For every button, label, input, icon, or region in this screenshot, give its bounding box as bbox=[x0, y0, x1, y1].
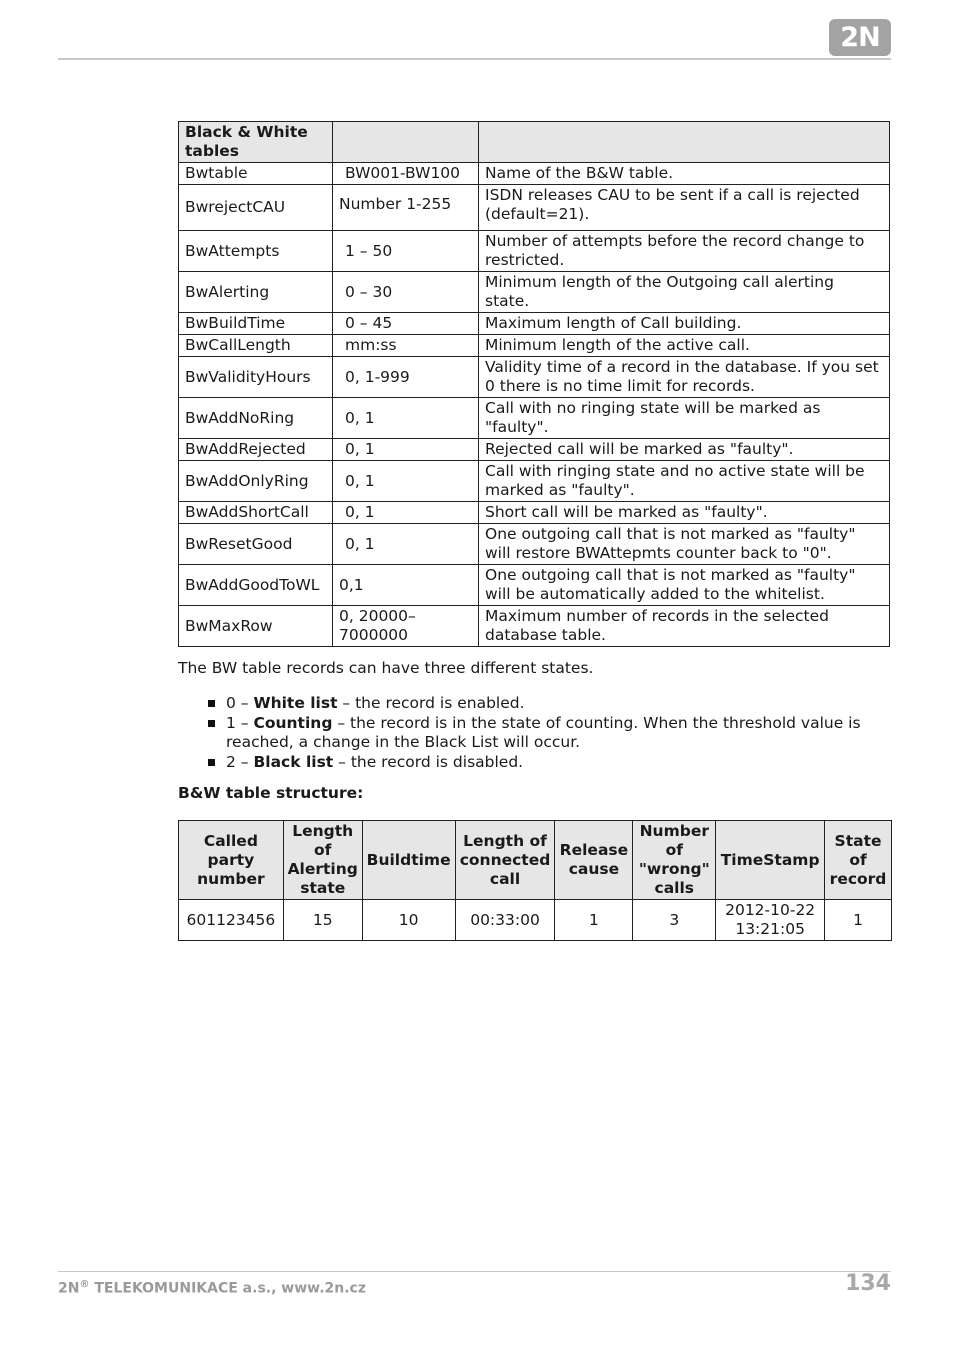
param-value: 0, 1 bbox=[333, 398, 479, 439]
states-intro: The BW table records can have three different states. bbox=[178, 659, 594, 677]
param-name: BwResetGood bbox=[179, 524, 333, 565]
table-header-cell bbox=[479, 122, 890, 163]
footer-company bbox=[58, 1279, 366, 1297]
table-row bbox=[179, 357, 890, 398]
param-value: BW001-BW100 bbox=[333, 163, 479, 185]
footer-company-prefix: 2N bbox=[58, 1280, 80, 1297]
table-header-cell: Length of connected call bbox=[455, 821, 555, 900]
param-value: 0 – 30 bbox=[333, 272, 479, 313]
list-item bbox=[208, 714, 890, 753]
page-number: 134 bbox=[845, 1271, 891, 1296]
param-name: BwAddRejected bbox=[179, 439, 333, 461]
table-header-cell: Black & White tables bbox=[179, 122, 333, 163]
footer-divider bbox=[58, 1271, 891, 1272]
table-row bbox=[179, 502, 890, 524]
table-cell: 1 bbox=[555, 900, 633, 941]
param-value: 0, 20000–7000000 bbox=[333, 606, 479, 647]
param-description: ISDN releases CAU to be sent if a call is rejected (default=21). bbox=[479, 185, 890, 231]
param-description: Call with no ringing state will be marked as "faulty". bbox=[479, 398, 890, 439]
table-cell: 15 bbox=[283, 900, 362, 941]
param-value: 0 – 45 bbox=[333, 313, 479, 335]
table-header-cell: Release cause bbox=[555, 821, 633, 900]
table-row bbox=[179, 272, 890, 313]
table-row bbox=[179, 524, 890, 565]
table-cell: 2012-10-22 13:21:05 bbox=[716, 900, 825, 941]
list-item bbox=[208, 694, 890, 714]
table-row bbox=[179, 398, 890, 439]
param-name: BwAddOnlyRing bbox=[179, 461, 333, 502]
table-cell: 601123456 bbox=[179, 900, 284, 941]
param-description: One outgoing call that is not marked as "faulty" will be automatically added to the whitelist. bbox=[479, 565, 890, 606]
param-value: 0, 1 bbox=[333, 439, 479, 461]
table-header-cell: Number of "wrong" calls bbox=[633, 821, 716, 900]
table-cell: 00:33:00 bbox=[455, 900, 555, 941]
table-row bbox=[179, 606, 890, 647]
state-text: – the record is enabled. bbox=[337, 694, 525, 712]
state-prefix: 1 – bbox=[226, 713, 254, 732]
param-value: 0,1 bbox=[333, 565, 479, 606]
param-description: Call with ringing state and no active state will be marked as "faulty". bbox=[479, 461, 890, 502]
structure-title: B&W table structure: bbox=[178, 784, 364, 802]
param-value: 0, 1 bbox=[333, 502, 479, 524]
bullet-icon bbox=[208, 759, 215, 766]
param-name: BwValidityHours bbox=[179, 357, 333, 398]
registered-mark: ® bbox=[79, 1279, 90, 1290]
param-name: BwAddNoRing bbox=[179, 398, 333, 439]
bullet-icon bbox=[208, 720, 215, 727]
state-term: Black list bbox=[253, 752, 334, 771]
table-header-row bbox=[179, 122, 890, 163]
table-row bbox=[179, 231, 890, 272]
param-value: 0, 1-999 bbox=[333, 357, 479, 398]
bullet-icon bbox=[208, 700, 215, 707]
list-item bbox=[208, 753, 890, 773]
state-text: – the record is in the state of counting. When the threshold value is reached, a change in the Black List will occur. bbox=[226, 713, 861, 751]
table-row bbox=[179, 900, 892, 941]
table-header-cell: State of record bbox=[825, 821, 892, 900]
param-name: BwrejectCAU bbox=[179, 185, 333, 231]
param-name: BwCallLength bbox=[179, 335, 333, 357]
state-term: Counting bbox=[253, 713, 333, 732]
param-name: BwAddGoodToWL bbox=[179, 565, 333, 606]
table-header-cell: Buildtime bbox=[362, 821, 455, 900]
bw-parameters-table bbox=[178, 121, 890, 647]
param-value: 0, 1 bbox=[333, 461, 479, 502]
param-description: Minimum length of the Outgoing call alerting state. bbox=[479, 272, 890, 313]
param-name: BwAttempts bbox=[179, 231, 333, 272]
param-description: Rejected call will be marked as "faulty". bbox=[479, 439, 890, 461]
state-text: – the record is disabled. bbox=[333, 752, 524, 771]
param-description: Validity time of a record in the database. If you set 0 there is no time limit for records. bbox=[479, 357, 890, 398]
param-value: mm:ss bbox=[333, 335, 479, 357]
table-cell: 3 bbox=[633, 900, 716, 941]
param-description: One outgoing call that is not marked as "faulty" will restore BWAttepmts counter back to "0". bbox=[479, 524, 890, 565]
param-description: Minimum length of the active call. bbox=[479, 335, 890, 357]
state-term: White list bbox=[253, 694, 338, 712]
states-list bbox=[178, 694, 890, 772]
param-description: Name of the B&W table. bbox=[479, 163, 890, 185]
param-description: Maximum number of records in the selected database table. bbox=[479, 606, 890, 647]
table-row bbox=[179, 461, 890, 502]
table-header-cell: Called party number bbox=[179, 821, 284, 900]
table-cell: 10 bbox=[362, 900, 455, 941]
bw-structure-table bbox=[178, 820, 892, 941]
state-prefix: 2 – bbox=[226, 752, 254, 771]
param-value: 1 – 50 bbox=[333, 231, 479, 272]
table-row bbox=[179, 185, 890, 231]
table-header-cell: Length of Alerting state bbox=[283, 821, 362, 900]
table-cell: 1 bbox=[825, 900, 892, 941]
param-description: Maximum length of Call building. bbox=[479, 313, 890, 335]
param-name: BwBuildTime bbox=[179, 313, 333, 335]
param-value: 0, 1 bbox=[333, 524, 479, 565]
table-header-row bbox=[179, 821, 892, 900]
table-row bbox=[179, 439, 890, 461]
page-content bbox=[178, 121, 890, 941]
param-name: BwAlerting bbox=[179, 272, 333, 313]
param-name: BwMaxRow bbox=[179, 606, 333, 647]
table-row bbox=[179, 565, 890, 606]
param-value: Number 1-255 bbox=[333, 185, 479, 231]
footer-company-rest: TELEKOMUNIKACE a.s., www.2n.cz bbox=[89, 1280, 366, 1297]
param-description: Short call will be marked as "faulty". bbox=[479, 502, 890, 524]
table-row bbox=[179, 313, 890, 335]
company-logo: 2N bbox=[829, 19, 891, 56]
table-header-cell bbox=[333, 122, 479, 163]
header-divider bbox=[58, 58, 891, 60]
param-name: Bwtable bbox=[179, 163, 333, 185]
table-row bbox=[179, 163, 890, 185]
table-header-cell: TimeStamp bbox=[716, 821, 825, 900]
table-row bbox=[179, 335, 890, 357]
param-name: BwAddShortCall bbox=[179, 502, 333, 524]
state-prefix: 0 – bbox=[226, 694, 254, 712]
param-description: Number of attempts before the record change to restricted. bbox=[479, 231, 890, 272]
